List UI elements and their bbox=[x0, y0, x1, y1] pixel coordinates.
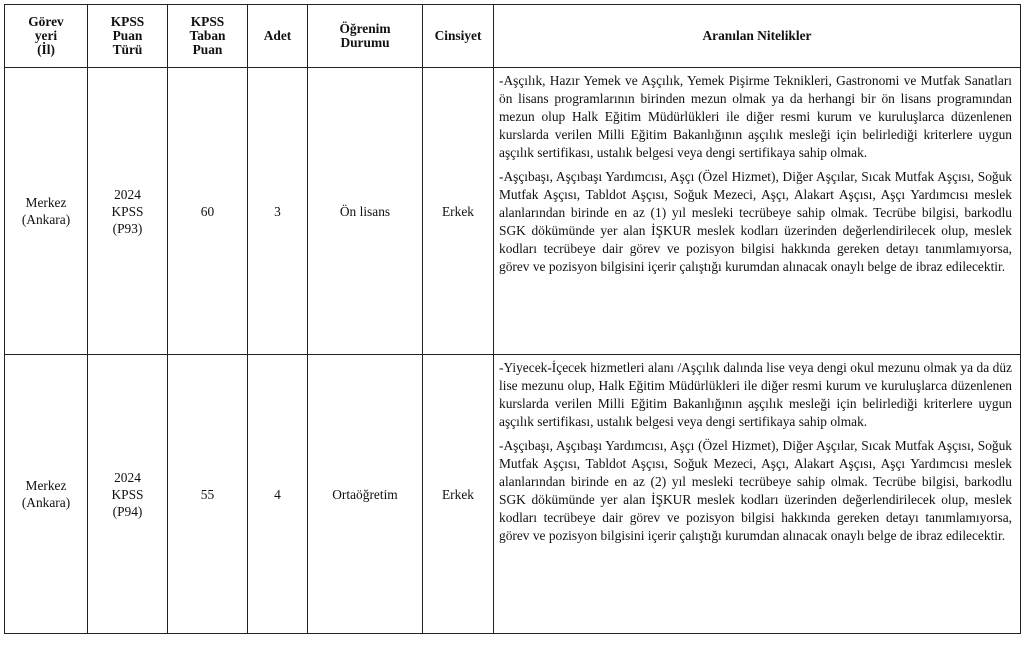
cell-score-type: 2024 KPSS (P94) bbox=[88, 355, 168, 634]
header-qualifications: Aranılan Nitelikler bbox=[494, 5, 1021, 68]
table-row bbox=[5, 68, 1021, 355]
cell-base-score: 55 bbox=[168, 355, 248, 634]
header-count: Adet bbox=[248, 5, 308, 68]
header-gender: Cinsiyet bbox=[423, 5, 494, 68]
header-location: Görev yeri (İl) bbox=[5, 5, 88, 68]
cell-gender: Erkek bbox=[423, 68, 494, 355]
cell-qualifications bbox=[494, 355, 1021, 634]
header-base-score: KPSS Taban Puan bbox=[168, 5, 248, 68]
header-row bbox=[5, 5, 1021, 68]
cell-qualifications bbox=[494, 68, 1021, 355]
qualification-paragraph: -Aşçıbaşı, Aşçıbaşı Yardımcısı, Aşçı (Özel Hizmet), Diğer Aşçılar, Sıcak Mutfak Aşçısı, Soğuk Mutfak Aşçısı, Tabldot Aşçısı, Soğuk Mezeci, Aşçı, Alakart Aşçısı, Aşçı Yardımcısı meslek alanlarından birinde en az (2) yıl mesleki tecrübeye sahip olmak. Tecrübe bilgisi, barkodlu SGK dökümünde yer alan İŞKUR meslek kodları üzerinden değerlendirilecek olup, meslek kodları tecrübeye dair görev ve pozisyon bilgisi hakkında gereken detayı tanımlamıyorsa, görev ve pozisyon bilgisini içerir çalıştığı kurumdan alınacak onaylı belge de ibraz edilecektir. bbox=[499, 438, 1012, 543]
cell-education: Ortaöğretim bbox=[308, 355, 423, 634]
cell-count: 4 bbox=[248, 355, 308, 634]
job-requirements-table bbox=[4, 4, 1021, 634]
cell-score-type: 2024 KPSS (P93) bbox=[88, 68, 168, 355]
qualification-paragraph: -Aşçılık, Hazır Yemek ve Aşçılık, Yemek Pişirme Teknikleri, Gastronomi ve Mutfak Sanatları ön lisans programlarının birinden mezun olmak ya da herhangi bir ön lisans programından mezun olup Halk Eğitim Müdürlükleri ile diğer resmi kurum ve kuruluşlarca düzenlenen kurslarda verilen Milli Eğitim Bakanlığının aşçılık mesleği için belirlediği kriterlere uygun aşçılık sertifikası, ustalık belgesi veya dengi sertifikaya sahip olmak. bbox=[499, 73, 1012, 160]
cell-gender: Erkek bbox=[423, 355, 494, 634]
qualification-paragraph: -Aşçıbaşı, Aşçıbaşı Yardımcısı, Aşçı (Özel Hizmet), Diğer Aşçılar, Sıcak Mutfak Aşçısı, Soğuk Mutfak Aşçısı, Tabldot Aşçısı, Soğuk Mezeci, Aşçı, Alakart Aşçısı, Aşçı Yardımcısı meslek alanlarından birinde en az (1) yıl mesleki tecrübeye sahip olmak. Tecrübe bilgisi, barkodlu SGK dökümünde yer alan İŞKUR meslek kodları üzerinden değerlendirilecek olup, meslek kodları tecrübeye dair görev ve pozisyon bilgisi hakkında gereken detayı tanımlamıyorsa, görev ve pozisyon bilgisini içerir çalıştığı kurumdan alınacak onaylı belge de ibraz edilecektir. bbox=[499, 169, 1012, 274]
qualification-paragraph: -Yiyecek-İçecek hizmetleri alanı /Aşçılık dalında lise veya dengi okul mezunu olmak ya da düz lise mezunu olup, Halk Eğitim Müdürlükleri ile diğer resmi kurum ve kuruluşlarca düzenlenen kurslarda verilen Milli Eğitim Bakanlığının aşçılık mesleği için belirlediği kriterlere uygun aşçılık sertifikası, ustalık belgesi veya dengi sertifikaya sahip olmak. bbox=[499, 360, 1012, 429]
cell-base-score: 60 bbox=[168, 68, 248, 355]
header-score-type: KPSS Puan Türü bbox=[88, 5, 168, 68]
cell-count: 3 bbox=[248, 68, 308, 355]
cell-education: Ön lisans bbox=[308, 68, 423, 355]
table-row bbox=[5, 355, 1021, 634]
header-education: Öğrenim Durumu bbox=[308, 5, 423, 68]
cell-location: Merkez (Ankara) bbox=[5, 68, 88, 355]
cell-location: Merkez (Ankara) bbox=[5, 355, 88, 634]
